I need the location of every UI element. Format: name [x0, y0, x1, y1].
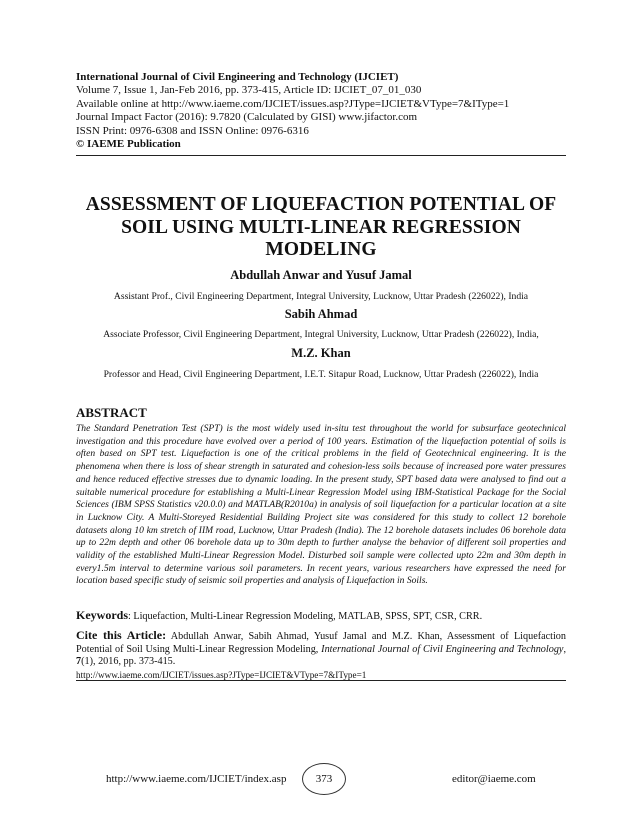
abstract-heading: ABSTRACT [76, 405, 147, 420]
citation [76, 629, 566, 681]
keywords [76, 609, 566, 623]
header-rule [76, 155, 566, 156]
page-number-text: 373 [315, 773, 333, 785]
issn-info: ISSN Print: 0976-6308 and ISSN Online: 0976-6316 [76, 124, 309, 137]
keywords-label: Keywords [76, 608, 128, 622]
author-names: Abdullah Anwar and Yusuf Jamal [230, 268, 412, 282]
cite-issue-pages: (1), 2016, pp. 373-415. [81, 656, 176, 668]
author-affiliation: Professor and Head, Civil Engineering Department, I.E.T. Sitapur Road, Lucknow, Uttar Pradesh (226022), India [103, 369, 539, 380]
keywords-text: : Liquefaction, Multi-Linear Regression Modeling, MATLAB, SPSS, SPT, CSR, CRR. [128, 611, 483, 622]
footer-url[interactable]: http://www.iaeme.com/IJCIET/index.asp [106, 773, 287, 785]
cite-text: Abdullah Anwar, Sabih Ahmad, Yusuf Jamal and M.Z. Khan, Assessment of Liquefaction Potential of Soil Using Multi-Linear Regression Modeling, [76, 631, 566, 655]
author-affiliation: Assistant Prof., Civil Engineering Department, Integral University, Lucknow, Uttar Pradesh (226022), India [113, 291, 529, 302]
publisher: © IAEME Publication [76, 138, 181, 151]
journal-header [76, 71, 566, 151]
cite-label: Cite this Article: [76, 628, 167, 642]
cite-url[interactable]: http://www.iaeme.com/IJCIET/issues.asp?JType=IJCIET&VType=7&IType=1 [76, 669, 367, 680]
page-number [302, 763, 346, 795]
title-line: SOIL USING MULTI-LINEAR REGRESSION [121, 216, 521, 238]
volume-info: Volume 7, Issue 1, Jan-Feb 2016, pp. 373-415, Article ID: IJCIET_07_01_030 [76, 84, 422, 97]
footer-email[interactable]: editor@iaeme.com [452, 773, 536, 785]
paper-title [76, 194, 566, 262]
cite-separator: , [563, 643, 566, 655]
available-online: Available online at http://www.iaeme.com/IJCIET/issues.asp?JType=IJCIET&VType=7&IType=1 [76, 97, 510, 110]
impact-factor: Journal Impact Factor (2016): 9.7820 (Calculated by GISI) www.jifactor.com [76, 111, 418, 124]
cite-journal: International Journal of Civil Engineering and Technology [321, 643, 564, 655]
author-names: M.Z. Khan [291, 346, 351, 360]
title-line: ASSESSMENT OF LIQUEFACTION POTENTIAL OF [85, 194, 557, 215]
title-line: MODELING [265, 239, 377, 260]
cite-rule [76, 680, 566, 681]
journal-name: International Journal of Civil Engineering and Technology (IJCIET) [76, 71, 399, 83]
abstract-text: The Standard Penetration Test (SPT) is the most widely used in-situ test throughout the world for subsurface geotechnical investigation and this procedure have evolved over a period of 100 years. Estimation of the liquefaction potential of soils is often based on SPT test. Liquefaction is one of the critical problems in the field of Geotechnical engineering. It is the phenomena when there is loss of shear strength in saturated and cohesion-less soils because of increased pore water pressures and hence reduced effective stresses due to dynamic loading. In the present study, SPT based data were analysed to find out a suitable numerical procedure for establishing a Multi-Linear Regression Model using IBM-Statistical Package for the Social Sciences (IBM SPSS Statistics v20.0.0) and MATLAB(R2010a) in analysis of soil liquefaction for a particular location at a site in Lucknow City. A Multi-Storeyed Residential Building Project site was considered for this study to collect 12 borehole datasets along 10 km stretch of IIM road, Lucknow, Uttar Pradesh (India). The 12 borehole datasets includes 06 borehole data up to 22m depth and other 06 borehole data up to 30m depth to further analyse the behavior of different soil properties and validity of the established Multi-Linear Regression Model. Disturbed soil sample were collected upto 22m and 30m depth in every1.5m interval to determine various soil parameters. In recent years, various researchers have expressed the need for location based specific study of seismic soil properties and analysis of Liquefaction in Soils. [76, 423, 566, 587]
cite-volume: 7 [76, 656, 82, 668]
author-affiliation: Associate Professor, Civil Engineering Department, Integral University, Lucknow, Uttar Pradesh (226022), India, [103, 329, 539, 340]
author-names: Sabih Ahmad [284, 307, 358, 321]
